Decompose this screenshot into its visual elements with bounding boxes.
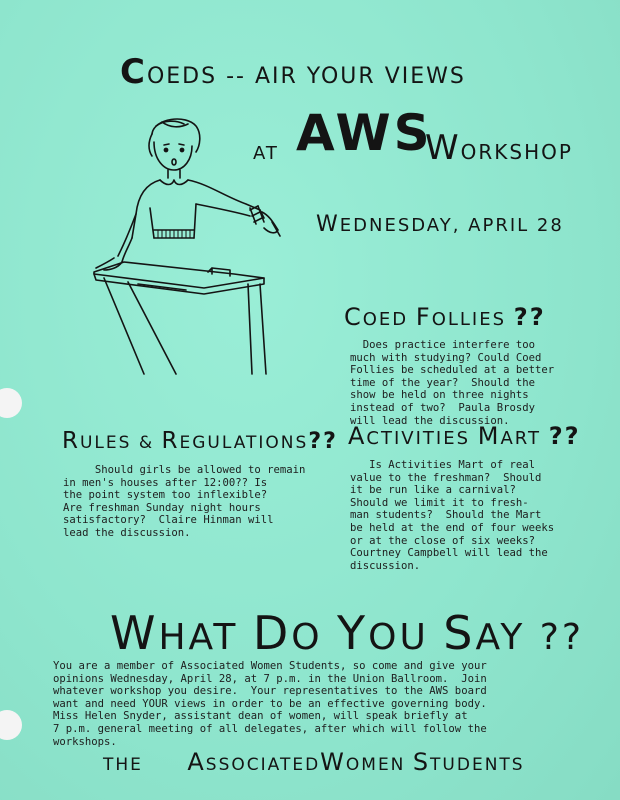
section-body-rules-regulations: Should girls be allowed to remain in men's houses after 12:00?? Is the point system too inflexible? Are freshman Sunday night hours satisfactory? Claire Hinman will lead the discussion. [63,464,306,539]
section-heading-coed-follies: COED FOLLIES ?? [344,303,546,331]
headline-what-do-you-say: WHAT DO YOU SAY ?? [110,606,584,660]
section-heading-rules-regulations: RULES & REGULATIONS?? [62,428,338,454]
woman-at-podium-illustration [84,112,324,382]
section-heading-activities-mart: ACTIVITIES MART ?? [348,422,581,450]
closing-paragraph: You are a member of Associated Women Students, so come and give your opinions Wednesday, April 28, at 7 p.m. in the Union Ballroom. Join whatever workshop you desire. Your representatives to the AWS board want and need YOUR views in order to be an effective governing body. Miss Helen Snyder, assistant dean of women, will speak briefly at 7 p.m. general meeting of all delegates, after which will follow the workshops. [53,660,487,748]
headline-coeds: COEDS -- AIR YOUR VIEWS [120,52,466,92]
section-body-coed-follies: Does practice interfere too much with studying? Could Coed Follies be scheduled at a better time of the year? Should the show be held on three nights instead of two? Paula Brosdy will lead the discussion. [350,339,555,427]
headline-at: AT [253,143,279,164]
headline-aws: AWS [296,104,433,162]
punch-hole [0,710,22,740]
signature-associated-women-students: THE ASSOCIATEDWOMEN STUDENTS [103,748,525,776]
section-body-activities-mart: Is Activities Mart of real value to the freshman? Should it be run like a carnival? Should we limit it to fresh- man students? Should the Mart be held at the end of four weeks or at the close of six weeks? Courtney Campbell will lead the discussion. [350,459,555,572]
event-date: WEDNESDAY, APRIL 28 [316,212,564,237]
headline-workshop: WORKSHOP [425,128,573,168]
punch-hole [0,388,22,418]
